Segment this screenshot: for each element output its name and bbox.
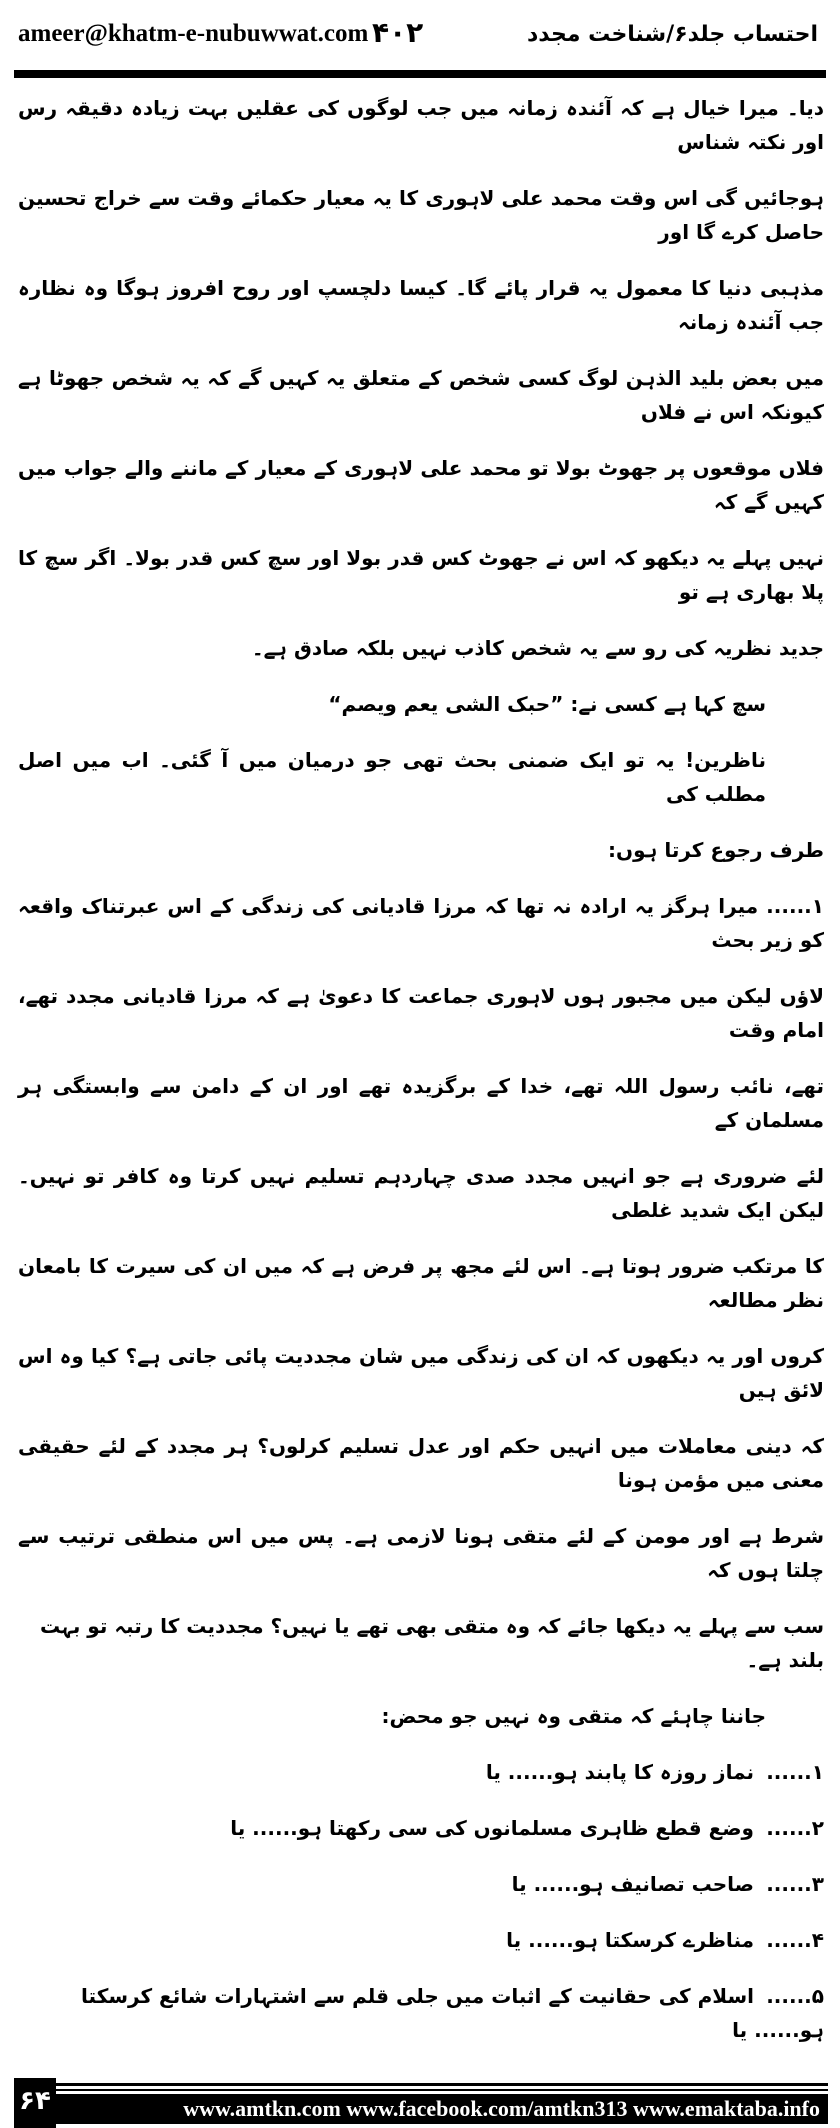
list-number: ۴...... bbox=[766, 1928, 824, 1952]
header-email: ameer@khatm-e-nubuwwat.com bbox=[18, 20, 369, 47]
list-number: ۱...... bbox=[766, 1760, 824, 1784]
list-text: وضع قطع ظاہری مسلمانوں کی سی رکھتا ہو...... یا bbox=[230, 1816, 754, 1840]
text-line: فلاں موقعوں پر جھوٹ بولا تو محمد علی لاہوری کے معیار کے ماننے والے جواب میں کہیں گے کہ bbox=[18, 456, 824, 514]
list-number: ۳...... bbox=[766, 1872, 824, 1896]
list-item bbox=[18, 1968, 824, 2058]
list-item bbox=[18, 1912, 824, 1968]
footer-page-number: ۶۴ bbox=[14, 2078, 56, 2128]
text-line: شرط ہے اور مومن کے لئے متقی ہونا لازمی ہے۔ پس میں اس منطقی ترتیب سے چلتا ہوں کہ bbox=[18, 1524, 824, 1582]
text-line: میں بعض بلید الذہن لوگ کسی شخص کے متعلق یہ کہیں گے کہ یہ شخص جھوٹا ہے کیونکہ اس نے فلاں bbox=[18, 366, 824, 424]
text-line: جاننا چاہئے کہ متقی وہ نہیں جو محض: bbox=[381, 1704, 766, 1728]
text-line: ہوجائیں گی اس وقت محمد علی لاہوری کا یہ معیار حکمائے وقت سے خراج تحسین حاصل کرے گا اور bbox=[18, 186, 824, 244]
text-line: ناظرین! یہ تو ایک ضمنی بحث تھی جو درمیان میں آ گئی۔ اب میں اصل مطلب کی bbox=[18, 748, 766, 806]
text-line: نہیں پہلے یہ دیکھو کہ اس نے جھوٹ کس قدر بولا اور سچ کس قدر بولا۔ اگر سچ کا پلا بھاری ہے تو bbox=[18, 546, 824, 604]
running-header bbox=[0, 0, 840, 70]
quote-line: سچ کہا ہے کسی نے: ”حبک الشی یعم ویصم“ bbox=[328, 692, 766, 716]
list-number: ۵...... bbox=[766, 1984, 824, 2008]
text-line: سب سے پہلے یہ دیکھا جائے کہ وہ متقی بھی تھے یا نہیں؟ مجددیت کا رتبہ تو بہت بلند ہے۔ bbox=[39, 1614, 824, 1672]
footer-rule bbox=[56, 2083, 828, 2086]
text-line: دیا۔ میرا خیال ہے کہ آئندہ زمانہ میں جب لوگوں کی عقلیں بہت زیادہ دقیقہ رس اور نکتہ شناس bbox=[18, 96, 824, 154]
list-text: نماز روزہ کا پابند ہو...... یا bbox=[485, 1760, 754, 1784]
body-text bbox=[0, 80, 840, 2058]
list-number: ۲...... bbox=[766, 1816, 824, 1840]
list-item bbox=[18, 1800, 824, 1856]
header-rule bbox=[14, 70, 826, 78]
footer bbox=[0, 2078, 840, 2128]
text-line: تھے، نائب رسول اللہ تھے، خدا کے برگزیدہ تھے اور ان کے دامن سے وابستگی ہر مسلمان کے bbox=[18, 1074, 824, 1132]
footer-rule bbox=[56, 2089, 828, 2091]
text-line: مذہبی دنیا کا معمول یہ قرار پائے گا۔ کیسا دلچسپ اور روح افروز ہوگا وہ نظارہ جب آئندہ زمانہ bbox=[18, 276, 824, 334]
list-text: مناظرے کرسکتا ہو...... یا bbox=[506, 1928, 754, 1952]
text-line: طرف رجوع کرتا ہوں: bbox=[608, 838, 824, 862]
list-text: صاحب تصانیف ہو...... یا bbox=[511, 1872, 754, 1896]
text-line: کروں اور یہ دیکھوں کہ ان کی زندگی میں شان مجددیت پائی جاتی ہے؟ کیا وہ اس لائق ہیں bbox=[18, 1344, 824, 1402]
list-text: اسلام کی حقانیت کے اثبات میں جلی قلم سے اشتہارات شائع کرسکتا ہو...... یا bbox=[81, 1984, 824, 2042]
text-line: جدید نظریہ کی رو سے یہ شخص کاذب نہیں بلکہ صادق ہے۔ bbox=[251, 636, 824, 660]
numbered-paragraph-start: ۱...... میرا ہرگز یہ ارادہ نہ تھا کہ مرزا قادیانی کی زندگی کے اس عبرتناک واقعہ کو زیر بحث bbox=[18, 894, 824, 952]
header-page-number: ۴۰۲ bbox=[372, 16, 424, 49]
text-line: لئے ضروری ہے جو انہیں مجدد صدی چہاردہم تسلیم نہیں کرتا وہ کافر تو نہیں۔ لیکن ایک شدید غلطی bbox=[18, 1164, 824, 1222]
footer-links: www.amtkn.com www.facebook.com/amtkn313 www.emaktaba.info bbox=[56, 2094, 828, 2124]
text-line: کا مرتکب ضرور ہوتا ہے۔ اس لئے مجھ پر فرض ہے کہ میں ان کی سیرت کا بامعان نظر مطالعہ bbox=[18, 1254, 824, 1312]
text-line: کہ دینی معاملات میں انہیں حکم اور عدل تسلیم کرلوں؟ ہر مجدد کے لئے حقیقی معنی میں مؤمن ہونا bbox=[18, 1434, 824, 1492]
list-item bbox=[18, 1744, 824, 1800]
book-title: احتساب جلد۶/شناخت مجدد bbox=[527, 22, 818, 47]
text-line: لاؤں لیکن میں مجبور ہوں لاہوری جماعت کا دعویٰ ہے کہ مرزا قادیانی مجدد تھے، امام وقت bbox=[18, 984, 824, 1042]
list-item bbox=[18, 1856, 824, 1912]
